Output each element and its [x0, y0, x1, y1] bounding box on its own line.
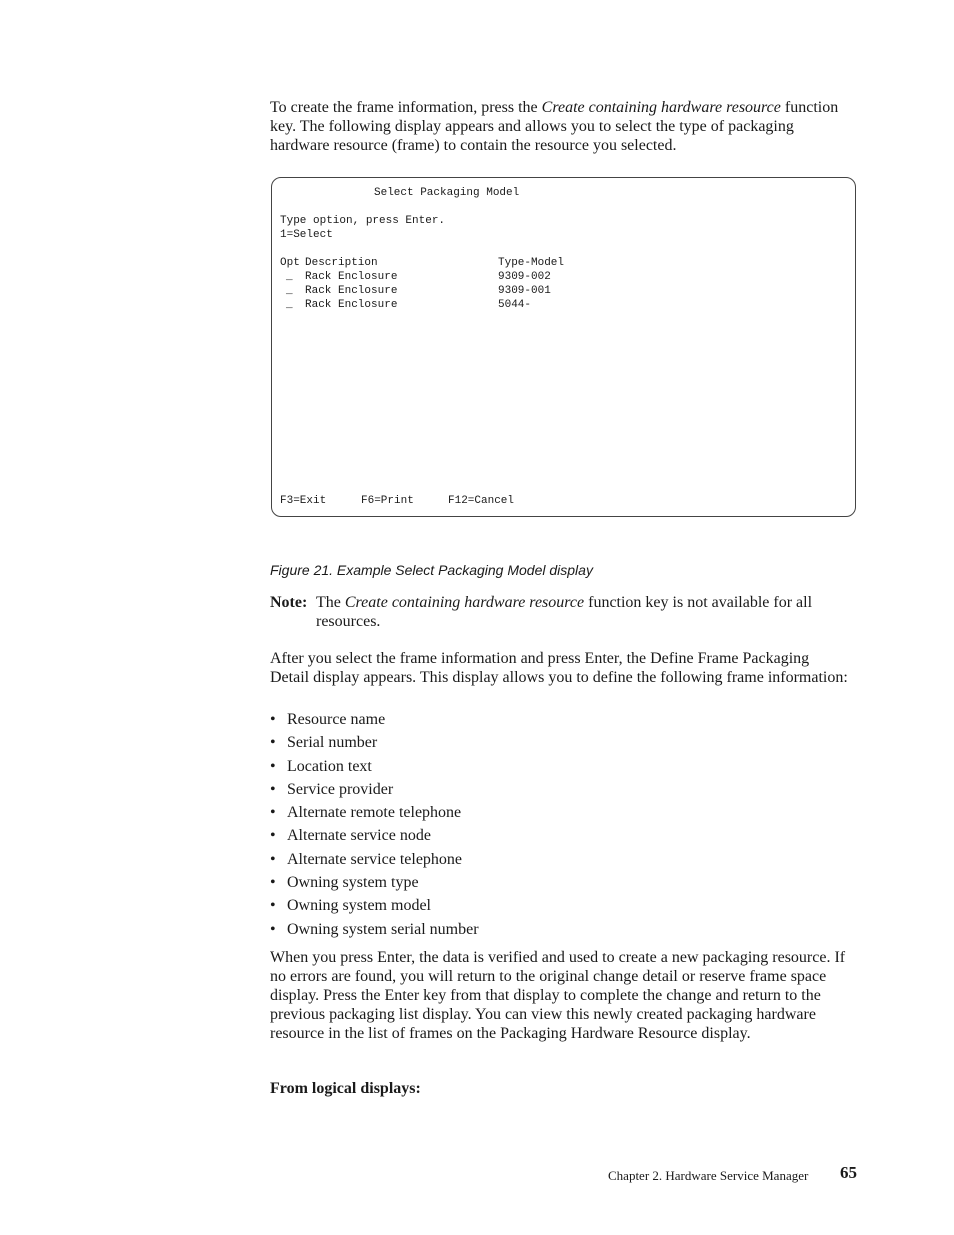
bullet-icon: • — [270, 897, 276, 915]
list-item: • Alternate remote telephone — [270, 804, 462, 822]
closing-paragraph: When you press Enter, the data is verified and used to create a new packaging resource. If no errors are found, you will return to the original change detail or reserve frame space display. Press the Enter key from that display to complete the change and return to the previous packaging list display. You can view this newly created packaging hardware resource in the list of frames on the Packaging Hardware Resource display. — [270, 949, 846, 1042]
screen-option-legend: 1=Select — [280, 229, 333, 241]
screen-instruction: Type option, press Enter. — [280, 215, 446, 227]
section-heading: From logical displays: — [270, 1080, 421, 1097]
intro-text-before: To create the frame information, press the — [270, 99, 542, 116]
row-opt-input[interactable]: _ — [286, 271, 293, 283]
after-paragraph: After you select the frame information and press Enter, the Define Frame Packaging Detail display appears. This display allows you to define the following frame information: — [270, 650, 848, 686]
column-header-opt: Opt — [280, 257, 300, 269]
bullet-icon: • — [270, 804, 276, 822]
fkey-exit[interactable]: F3=Exit — [280, 495, 327, 507]
list-item: • Resource name — [270, 711, 386, 728]
note-block — [270, 593, 850, 631]
footer-chapter-title: Chapter 2. Hardware Service Manager — [608, 1168, 809, 1183]
bullet-icon: • — [270, 850, 276, 868]
list-item: • Service provider — [270, 780, 394, 798]
row-opt-input[interactable]: _ — [286, 285, 293, 297]
note-text-after: function key is not available for all resources. — [316, 594, 813, 630]
bullet-icon: • — [270, 711, 276, 728]
note-label: Note: — [270, 594, 308, 611]
note-key-name: Create containing hardware resource — [344, 594, 585, 611]
bullet-icon: • — [270, 874, 276, 892]
screen-title: Select Packaging Model — [374, 187, 520, 199]
row-opt-input[interactable]: _ — [286, 299, 293, 311]
bullet-icon: • — [270, 757, 276, 775]
row-description: Rack Enclosure — [305, 299, 398, 311]
bullet-icon: • — [270, 920, 276, 938]
list-item: • Location text — [270, 757, 372, 775]
note-text-before: The — [316, 594, 345, 611]
intro-paragraph — [270, 98, 850, 155]
row-description: Rack Enclosure — [305, 285, 398, 297]
list-item: • Owning system model — [270, 897, 431, 915]
intro-text-after: function key. The following display appears and allows you to select the type of packaging hardware resource (frame) to contain the resource you selected. — [270, 99, 839, 154]
row-description: Rack Enclosure — [305, 271, 398, 283]
terminal-screen — [271, 177, 856, 517]
figure-caption: Figure 21. Example Select Packaging Model display — [270, 562, 593, 578]
row-type-model: 9309-001 — [498, 285, 551, 297]
column-header-type-model: Type-Model — [498, 257, 565, 269]
column-header-description: Description — [305, 257, 378, 269]
list-item: • Alternate service node — [270, 827, 431, 845]
note-text — [316, 593, 850, 631]
intro-key-name: Create containing hardware resource — [541, 99, 781, 116]
list-item: • Owning system type — [270, 874, 419, 892]
frame-info-list — [270, 710, 479, 943]
page-number: 65 — [840, 1163, 857, 1182]
row-type-model: 5044- — [498, 299, 532, 311]
list-item: • Serial number — [270, 734, 378, 752]
list-item: • Owning system serial number — [270, 920, 479, 938]
fkey-cancel[interactable]: F12=Cancel — [448, 495, 515, 507]
bullet-icon: • — [270, 734, 276, 752]
bullet-icon: • — [270, 780, 276, 798]
fkey-print[interactable]: F6=Print — [361, 495, 414, 507]
bullet-icon: • — [270, 827, 276, 845]
list-item: • Alternate service telephone — [270, 850, 463, 868]
row-type-model: 9309-002 — [498, 271, 551, 283]
